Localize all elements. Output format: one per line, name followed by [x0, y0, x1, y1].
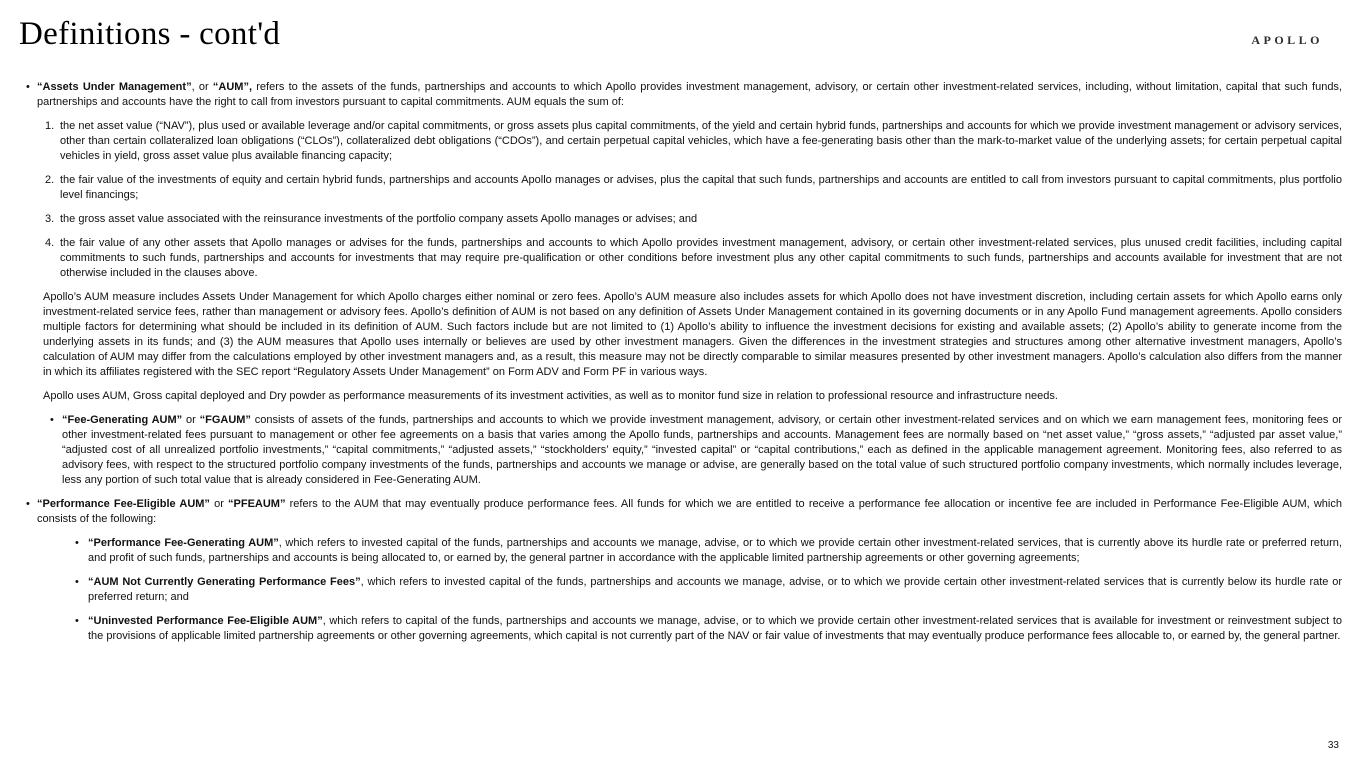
number-marker: 4.: [45, 237, 55, 249]
aum-item-2: [25, 173, 1342, 203]
definition-fgaum: [25, 413, 1342, 488]
bullet-marker: •: [75, 537, 79, 549]
aum-uses-paragraph: Apollo uses AUM, Gross capital deployed and Dry powder as performance measurements of its investment activities, as well as to monitor fund size in relation to professional resource and infrastructure needs.: [43, 390, 1058, 402]
definition-uninvested-pfeaum: [25, 614, 1342, 644]
definitions-content: [25, 80, 1342, 653]
page-title: Definitions - cont'd: [19, 16, 281, 52]
page-number: 33: [1327, 740, 1339, 751]
definition-pfeaum: [25, 497, 1342, 527]
bullet-marker: •: [75, 576, 79, 588]
aum-item-1-text: the net asset value (“NAV”), plus used or available leverage and/or capital commitments, or gross assets plus capital commitments, of the yield and certain hybrid funds, partnerships and accounts for which we provide investment management or advisory services, other than certain collateralized loan obligations (“CLOs”), collateralized debt obligations (“CDOs”), and certain perpetual capital vehicles, which have a fee-generating basis other than the mark-to-market value of the underlying assets; for certain perpetual capital vehicles in yield, gross asset value plus available financing capacity;: [60, 120, 1342, 162]
aum-item-1: [25, 119, 1342, 164]
definition-performance-fee-generating-aum: [25, 536, 1342, 566]
aum-item-3-text: the gross asset value associated with the reinsurance investments of the portfolio company assets Apollo manages or advises; and: [60, 213, 698, 225]
definition-pfeaum-text: “Performance Fee-Eligible AUM” or “PFEAUM” refers to the AUM that may eventually produce performance fees. All funds for which we are entitled to receive a performance fee allocation or incentive fee are included in Performance Fee-Eligible AUM, which consists of the following:: [37, 498, 1342, 525]
definition-fgaum-text: “Fee-Generating AUM” or “FGAUM” consists of assets of the funds, partnerships and accounts to which we provide investment management, advisory, or certain other investment-related services and on which we earn management fees, monitoring fees or other investment-related fees pursuant to management or other fee agreements on a basis that varies among the Apollo funds, partnerships and accounts. Management fees are normally based on “net asset value,” “gross assets,” “adjusted par asset value,” “adjusted cost of all unrealized portfolio investments,” “capital commitments,” “adjusted assets,” “stockholders’ equity,” “invested capital” or “capital contributions,” each as defined in the applicable management agreement. Monitoring fees, also referred to as advisory fees, with respect to the structured portfolio company investments of the funds, partnerships and accounts we manage or advise, are generally based on the total value of such structured portfolio company investments, which normally includes leverage, less any portion of such total value that is already considered in Fee-Generating AUM.: [62, 414, 1342, 486]
aum-measure-paragraph: Apollo’s AUM measure includes Assets Under Management for which Apollo charges either nominal or zero fees. Apollo’s AUM measure also includes assets for which Apollo does not have investment discretion, including certain assets for which Apollo earns only investment-related service fees, rather than management or advisory fees. Apollo’s definition of AUM is not based on any definition of Assets Under Management contained in its governing documents or in any Apollo Fund management agreements. Apollo considers multiple factors for determining what should be included in its definition of AUM. Such factors include but are not limited to (1) Apollo’s ability to influence the investment decisions for existing and available assets; (2) Apollo’s ability to generate income from the underlying assets in its funds; and (3) the AUM measures that Apollo uses internally or believes are used by other investment managers. Given the differences in the investment strategies and structures among other alternative investment managers, Apollo’s calculation of AUM may differ from the calculations employed by other investment managers and, as a result, this measure may not be directly comparable to similar measures presented by other investment managers. Apollo’s calculation also differs from the manner in which its affiliates registered with the SEC report “Regulatory Assets Under Management” on Form ADV and Form PF in various ways.: [43, 291, 1342, 378]
definition-aum-not-currently-generating-text: “AUM Not Currently Generating Performance Fees”, which refers to invested capital of the funds, partnerships and accounts we manage, advise, or to which we provide certain other investment-related services that is currently below its hurdle rate or preferred return; and: [88, 576, 1342, 603]
number-marker: 3.: [45, 213, 55, 225]
aum-item-2-text: the fair value of the investments of equity and certain hybrid funds, partnerships and accounts Apollo manages or advises, plus the capital that such funds, partnerships and accounts are entitled to call from investors pursuant to capital commitments, plus portfolio level financings;: [60, 174, 1342, 201]
number-marker: 1.: [45, 120, 55, 132]
apollo-logo: APOLLO: [1251, 33, 1323, 47]
aum-item-4-text: the fair value of any other assets that Apollo manages or advises for the funds, partnerships and accounts to which Apollo provides investment management, advisory, or certain other investment-related services, plus unused credit facilities, including capital commitments to such funds, partnerships and accounts for investments that may require pre-qualification or other conditions before investment plus any other capital commitments to such funds, partnerships and accounts available for investment that are not otherwise included in the clauses above.: [60, 237, 1342, 279]
definition-uninvested-pfeaum-text: “Uninvested Performance Fee-Eligible AUM”, which refers to capital of the funds, partnerships and accounts we manage, advise, or to which we provide certain other investment-related services that is available for investment or reinvestment subject to the provisions of applicable limited partnership agreements or other governing agreements, which capital is not currently part of the NAV or fair value of investments that may eventually produce performance fees allocable to, or earned by, the general partner.: [88, 615, 1342, 642]
aum-item-4: [25, 236, 1342, 281]
bullet-marker: •: [26, 498, 30, 510]
definition-performance-fee-generating-aum-text: “Performance Fee-Generating AUM”, which refers to invested capital of the funds, partnerships and accounts we manage, advise, or to which we provide certain other investment-related services, that is currently above its hurdle rate or preferred return, and profit of such funds, partnerships and accounts is being allocated to, or earned by, the general partner in accordance with the applicable limited partnership agreements or other governing agreements;: [88, 537, 1342, 564]
definition-aum-not-currently-generating: [25, 575, 1342, 605]
bullet-marker: •: [75, 615, 79, 627]
definition-aum-text: “Assets Under Management”, or “AUM”, refers to the assets of the funds, partnerships and accounts to which Apollo provides investment management, advisory, or certain other investment-related services, including, without limitation, capital that such funds, partnerships and accounts have the right to call from investors pursuant to capital commitments. AUM equals the sum of:: [37, 81, 1342, 108]
aum-item-3: [25, 212, 1342, 227]
bullet-marker: •: [50, 414, 54, 426]
definition-aum: [25, 80, 1342, 110]
bullet-marker: •: [26, 81, 30, 93]
number-marker: 2.: [45, 174, 55, 186]
